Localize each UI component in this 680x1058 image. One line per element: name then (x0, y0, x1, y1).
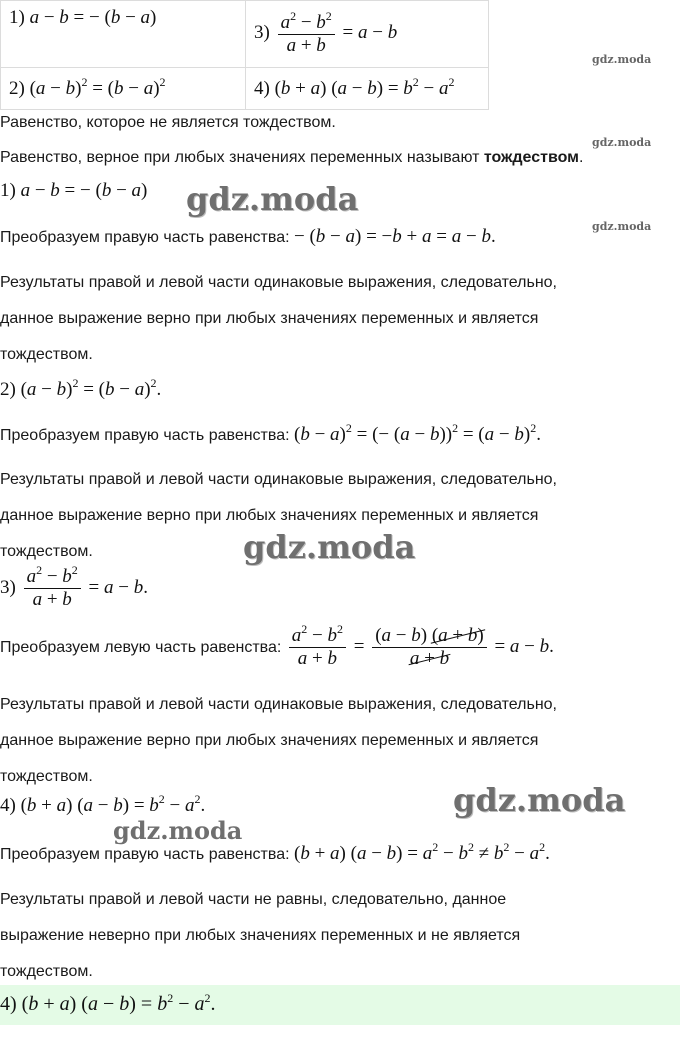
option-3 (246, 1, 489, 68)
step-4-conclusion-1: Результаты правой и левой части не равны, следовательно, данное (0, 891, 507, 908)
watermark: gdz.moda (592, 220, 652, 233)
step-2-transform (0, 421, 541, 446)
watermark: gdz.moda (592, 53, 652, 66)
options-table (0, 0, 489, 110)
step-2-transform-expr: $(b - a)^2$ = (− $(a - b))^2 = (a - b)^2$. (294, 421, 541, 445)
step-3-transform-text: Преобразуем левую часть равенства: (0, 638, 282, 656)
step-4-conclusion-2: выражение неверно при любых значениях переменных и не является (0, 927, 521, 944)
option-4 (246, 68, 489, 110)
step-4-conclusion-3: тождеством. (0, 963, 93, 980)
step-1-conclusion-1: Результаты правой и левой части одинаковые выражения, следовательно, (0, 274, 557, 291)
step-4-transform (0, 840, 550, 865)
step-4-transform-expr: (b + a) $(a - b) = a^2 - b^2 \ne b^2 - a^2$. (294, 840, 550, 864)
watermark: gdz.moda (592, 136, 652, 149)
step-2-heading: 2) $(a - b)^2 = (b - a)^2$. (0, 376, 162, 400)
step-2-transform-text: Преобразуем правую часть равенства: (0, 427, 290, 444)
step-3-conclusion-1: Результаты правой и левой части одинаковые выражения, следовательно, (0, 696, 557, 713)
step-2-conclusion-3: тождеством. (0, 543, 93, 560)
intro-definition-text: Равенство, верное при любых значениях переменных называют (0, 149, 484, 166)
step-3-conclusion-3: тождеством. (0, 768, 93, 785)
watermark: gdz.moda (243, 528, 416, 566)
intro-period: . (579, 149, 584, 166)
step-1-heading: 1) a − b = − (b − a) (0, 180, 148, 201)
intro-term: тождеством (483, 149, 579, 166)
step-3-transform-expr: $\frac{a^2 - b^2}{a + b}$ = $\frac{(a - b) (a + b)}{a + b}$ = a − b. (286, 636, 554, 657)
option-1 (1, 1, 246, 68)
option-4-expr: 4) (b + a) $(a - b) = b^2 - a^2$ (254, 74, 455, 99)
step-4-heading: 4) (b + a) $(a - b) = b^2 - a^2$. (0, 792, 206, 816)
answer-expr: 4) (b + a) $(a - b) = b^2 - a^2$. (0, 991, 216, 1015)
option-3-expr: 3) $\frac{a^2 - b^2}{a + b}$ = a − b (254, 8, 398, 56)
step-2-conclusion-2: данное выражение верно при любых значениях переменных и является (0, 507, 539, 524)
option-1-expr: 1) a − b = − (b − a) (9, 7, 157, 28)
watermark: gdz.moda (186, 180, 359, 218)
step-3-transform (0, 622, 554, 669)
answer-box (0, 985, 680, 1025)
watermark: gdz.moda (113, 816, 243, 845)
step-1-transform-text: Преобразуем правую часть равенства: (0, 229, 290, 246)
step-1-conclusion-3: тождеством. (0, 346, 93, 363)
intro-line-1: Равенство, которое не является тождеством. (0, 114, 336, 131)
intro-line-2 (0, 148, 583, 168)
step-1-conclusion-2: данное выражение верно при любых значениях переменных и является (0, 310, 539, 327)
step-1-transform (0, 226, 496, 248)
step-1-transform-expr: − (b − a) = −b + a = a − b. (294, 226, 496, 247)
step-3-heading: 3) $\frac{a^2 - b^2}{a + b}$ = a − b. (0, 563, 148, 610)
option-2 (1, 68, 246, 110)
step-4-transform-text: Преобразуем правую часть равенства: (0, 846, 290, 863)
watermark: gdz.moda (453, 781, 626, 819)
step-3-conclusion-2: данное выражение верно при любых значениях переменных и является (0, 732, 539, 749)
option-2-expr: 2) $(a - b)^2 = (b - a)^2$ (9, 74, 166, 99)
step-2-conclusion-1: Результаты правой и левой части одинаковые выражения, следовательно, (0, 471, 557, 488)
